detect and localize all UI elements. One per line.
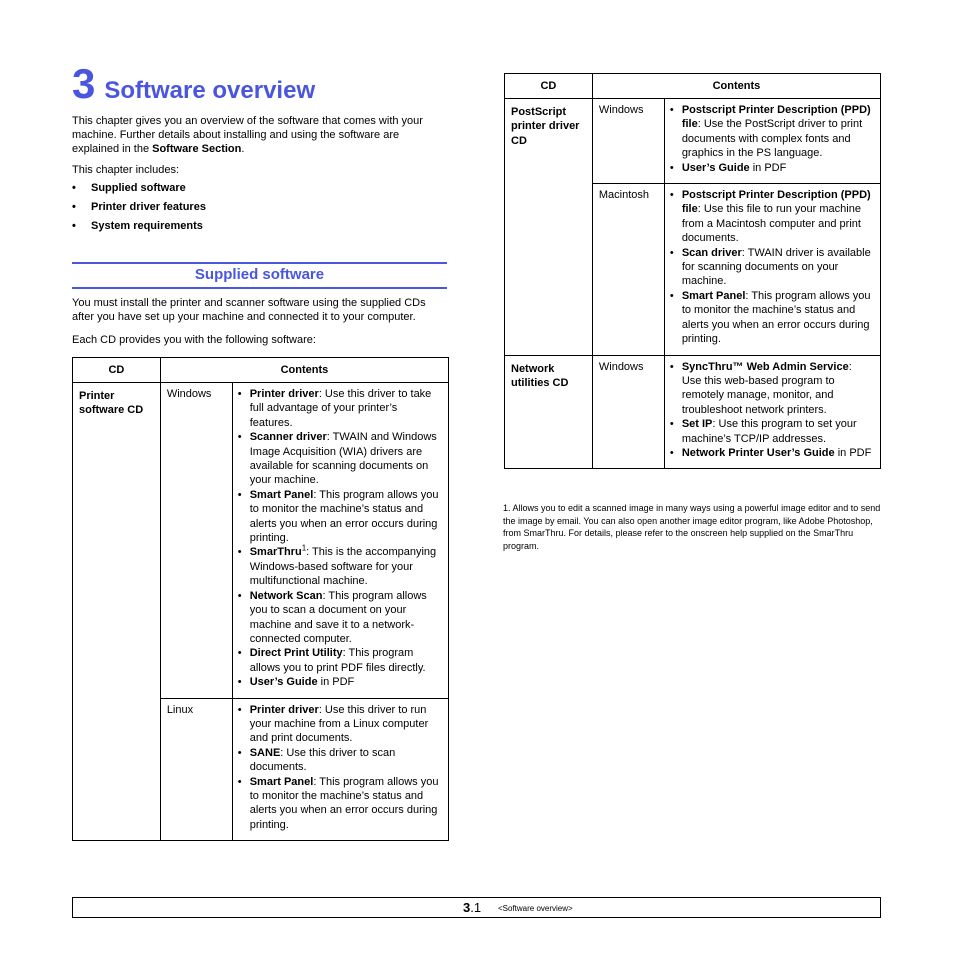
software-table-right xyxy=(504,73,881,469)
item-description: in PDF xyxy=(317,676,355,689)
item-description: : Use this driver to take full advantage of your printer’s features. xyxy=(249,388,432,429)
item-description: : TWAIN driver is available for scanning documents on your machine. xyxy=(681,246,871,288)
contents-cell xyxy=(664,184,880,355)
header-contents: Contents xyxy=(160,358,448,383)
list-item xyxy=(237,488,442,546)
list-item xyxy=(237,675,442,689)
contents-cell xyxy=(232,698,448,841)
item-description: in PDF xyxy=(749,161,787,174)
list-item xyxy=(669,360,874,418)
cd-name-cell: Network utilities CD xyxy=(505,355,593,469)
software-list xyxy=(237,387,442,690)
item-name: Smart Panel xyxy=(681,289,746,302)
list-item xyxy=(237,746,442,775)
software-section-ref: Software Section xyxy=(152,143,242,155)
item-name: SmarThru xyxy=(249,546,302,559)
toc-bullet: • Printer driver features xyxy=(72,201,206,213)
software-list xyxy=(669,360,874,461)
item-description: : This program allows you to scan a document on your machine and save it to a network-connected computer. xyxy=(249,589,427,645)
table-row xyxy=(505,355,881,469)
os-cell: Macintosh xyxy=(592,184,664,355)
item-description: : Use the PostScript driver to print documents with complex fonts and graphics in the PS language. xyxy=(681,118,863,160)
includes-label: This chapter includes: xyxy=(72,164,179,176)
list-item xyxy=(237,545,442,588)
list-item xyxy=(669,417,874,446)
intro-paragraph xyxy=(72,114,452,156)
item-name: Postscript Printer Description (PPD) file xyxy=(681,104,871,131)
intro-line: explained in the Software Section. xyxy=(72,143,245,155)
item-description: : Use this driver to run your machine from a Linux computer and print documents. xyxy=(249,703,429,745)
item-name: Postscript Printer Description (PPD) file xyxy=(681,189,871,216)
toc-bullet: • System requirements xyxy=(72,220,203,232)
footnote-ref: 1 xyxy=(301,543,307,553)
section-rule-bottom xyxy=(72,287,447,289)
list-item xyxy=(237,387,442,430)
list-item xyxy=(669,188,874,246)
page-number: 3.1 xyxy=(463,900,482,915)
item-name: SyncThru™ Web Admin Service xyxy=(681,360,849,373)
list-item xyxy=(669,289,874,347)
item-description: : Use this program to set your machine’s TCP/IP addresses. xyxy=(681,418,857,445)
item-name: Network Printer User’s Guide xyxy=(681,446,835,459)
item-name: Set IP xyxy=(681,418,713,431)
item-description: : Use this web-based program to remotely manage, monitor, and troubleshoot network printers. xyxy=(681,360,852,416)
item-name: Direct Print Utility xyxy=(249,647,343,660)
section-rule-top xyxy=(72,262,447,264)
header-contents: Contents xyxy=(592,74,880,99)
item-description: in PDF xyxy=(834,446,872,459)
contents-cell xyxy=(664,99,880,184)
software-list xyxy=(237,703,442,833)
item-name: Scan driver xyxy=(681,246,742,259)
list-item xyxy=(669,103,874,161)
item-description: : TWAIN and Windows Image Acquisition (WIA) drivers are available for scanning documents on your machine. xyxy=(249,431,437,487)
list-item xyxy=(669,446,874,460)
item-name: User’s Guide xyxy=(249,676,318,689)
item-name: User’s Guide xyxy=(681,161,750,174)
contents-cell xyxy=(232,383,448,699)
table-row xyxy=(505,99,881,184)
item-name: Smart Panel xyxy=(249,488,314,501)
software-list xyxy=(669,103,874,175)
item-description: : This program allows you to monitor the machine’s status and alerts you when an error occurs during printing. xyxy=(249,488,439,545)
table-row xyxy=(73,383,449,699)
cd-name-cell: PostScript printer driver CD xyxy=(505,99,593,356)
os-cell: Linux xyxy=(160,698,232,841)
header-cd: CD xyxy=(505,74,593,99)
item-name: Smart Panel xyxy=(249,775,314,788)
os-cell: Windows xyxy=(592,355,664,469)
intro-line: This chapter gives you an overview of the software that comes with your xyxy=(72,115,423,127)
cd-name-cell: Printer software CD xyxy=(73,383,161,841)
item-description: : This program allows you to monitor the machine’s status and alerts you when an error occurs during printing. xyxy=(681,289,871,346)
toc-bullet: • Supplied software xyxy=(72,182,186,194)
section-paragraph: You must install the printer and scanner software using the supplied CDs after you have set up your machine and connected it to your computer. xyxy=(72,297,426,323)
page-footer xyxy=(72,897,881,918)
item-description: : Use this file to run your machine from a Macintosh computer and print documents. xyxy=(681,203,861,245)
item-name: SANE xyxy=(249,746,281,759)
footnote: 1. Allows you to edit a scanned image in many ways using a powerful image editor and to send the image by email. You can also open another image editor program, like Adobe Photoshop, from SmarThru. For details, please refer to the onscreen help supplied on the SmarThru program. xyxy=(503,503,881,551)
list-item xyxy=(669,246,874,289)
software-list xyxy=(669,188,874,346)
header-cd: CD xyxy=(73,358,161,383)
chapter-heading xyxy=(72,60,316,107)
os-cell: Windows xyxy=(592,99,664,184)
item-name: Printer driver xyxy=(249,703,319,716)
list-item xyxy=(237,589,442,647)
software-table-left xyxy=(72,357,449,841)
list-item xyxy=(237,430,442,488)
footer-label: <Software overview> xyxy=(498,904,573,913)
os-cell: Windows xyxy=(160,383,232,699)
list-item xyxy=(237,703,442,746)
item-name: Network Scan xyxy=(249,589,323,602)
item-description: : This is the accompanying Windows-based software for your multifunctional machine. xyxy=(249,546,437,588)
contents-cell xyxy=(664,355,880,469)
list-item xyxy=(669,161,874,175)
section-title: Supplied software xyxy=(194,266,325,283)
section-paragraph-2: Each CD provides you with the following software: xyxy=(72,334,316,346)
chapter-number: 3 xyxy=(72,60,96,107)
item-description: : This program allows you to monitor the machine’s status and alerts you when an error occurs during printing. xyxy=(249,775,439,831)
list-item xyxy=(237,646,442,675)
list-item xyxy=(237,775,442,833)
item-description: : Use this driver to scan documents. xyxy=(249,746,396,774)
intro-line: machine. Further details about installing and using the software are xyxy=(72,129,400,141)
item-name: Printer driver xyxy=(249,388,319,400)
item-name: Scanner driver xyxy=(249,431,327,444)
chapter-title: Software overview xyxy=(104,77,316,104)
item-description: : This program allows you to print PDF files directly. xyxy=(249,647,426,674)
